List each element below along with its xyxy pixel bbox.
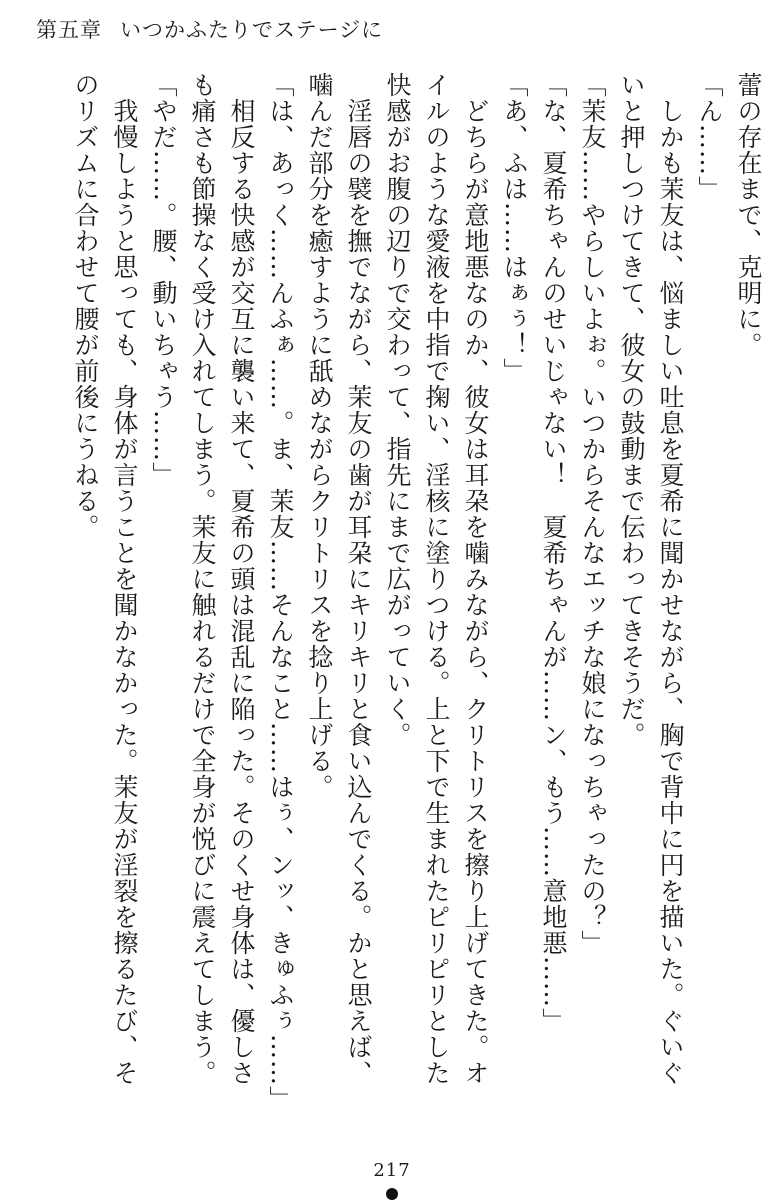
chapter-number: 第五章 (36, 18, 102, 42)
text-line: 蕾の存在まで、克明に。 (734, 72, 763, 358)
text-line: 相反する快感が交互に襲い来て、夏希の頭は混乱に陥った。そのくせ身体は、優しさも痛さも節操なく受け入れてしまう。茉友に触れるだけで全身が悦びに震えてしまう。 (188, 72, 256, 1086)
running-header (36, 14, 383, 44)
text-line: 「は、あっく……んふぁ……。ま、茉友……そんなこと……はぅ、ンッ、きゅふぅ……」 (266, 72, 295, 1112)
chapter-title: いつかふたりでステージに (120, 18, 384, 42)
text-line: 我慢しようと思っても、身体が言うことを聞かなかった。茉友が淫裂を擦るたび、そのリズムに合わせて腰が前後にうねる。 (71, 72, 139, 1086)
text-line: 淫唇の襞を撫でながら、茉友の歯が耳朶にキリキリと食い込んでくる。かと思えば、噛んだ部分を癒すように舐めながらクリトリスを捻り上げる。 (305, 72, 373, 1086)
text-line: 「ん……」 (695, 72, 724, 202)
text-line: しかも茉友は、悩ましい吐息を夏希に聞かせながら、胸で背中に円を描いた。ぐいぐいと押しつけてきて、彼女の鼓動まで伝わってきそうだ。 (617, 72, 685, 1086)
text-line: 「やだ……。腰、動いちゃう……」 (149, 72, 178, 488)
page-position-indicator[interactable] (386, 1188, 398, 1200)
text-line: 「な、夏希ちゃんのせいじゃない！ 夏希ちゃんが……ン、もう……意地悪……」 (539, 72, 568, 1034)
page-number: 217 (373, 1160, 411, 1181)
vertical-text-column (66, 72, 768, 1112)
text-line: どちらが意地悪なのか、彼女は耳朶を噛みながら、クリトリスを擦り上げてきた。オイルのような愛液を中指で掬い、淫核に塗りつける。上と下で生まれたピリピリとした快感がお腹の辺りで交わって、指先にまで広がっていく。 (383, 72, 490, 1086)
text-line: 「茉友……やらしいよぉ。いつからそんなエッチな娘になっちゃったの？」 (578, 72, 607, 956)
body-text-area (40, 72, 768, 1112)
text-line: 「あ、ふは……はぁぅ！」 (500, 72, 529, 384)
